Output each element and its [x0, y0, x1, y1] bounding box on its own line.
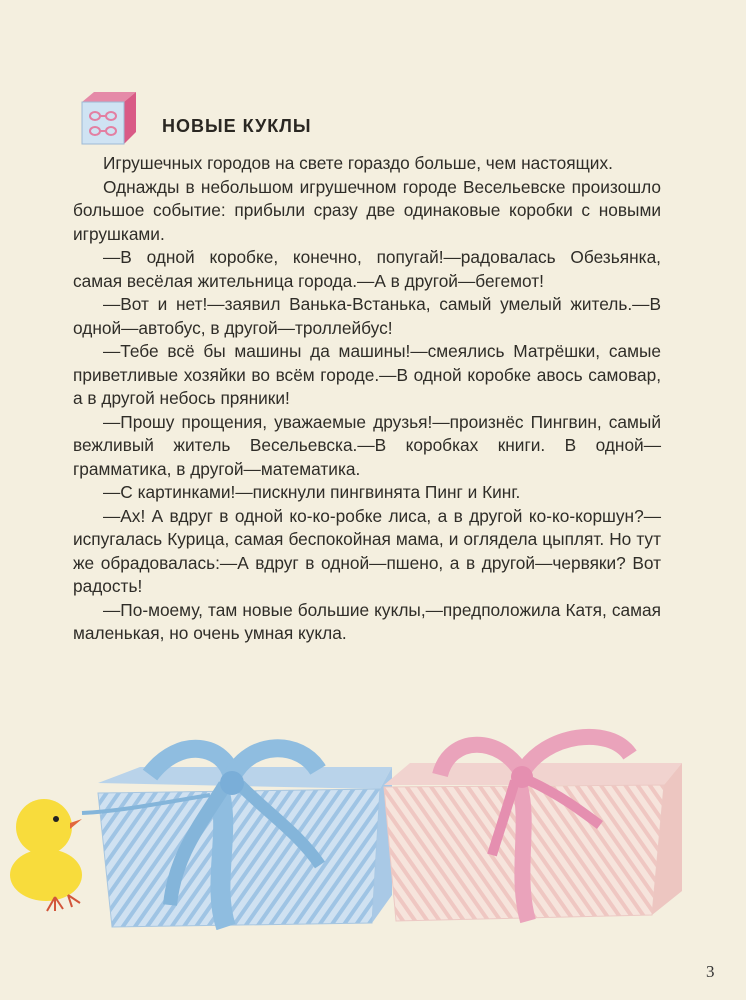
- chick-icon: [10, 799, 82, 911]
- paragraph: —С картинками!—пискнули пингвинята Пинг и Кинг.: [103, 482, 521, 502]
- page-number: 3: [706, 962, 715, 981]
- paragraph: Игрушечных городов на свете гораздо больше, чем настоящих.: [103, 153, 613, 173]
- gift-boxes-illustration: [0, 715, 700, 930]
- paragraph: —Прошу прощения, уважаемые друзья!—произнёс Пингвин, самый вежливый житель Весельевска.—В коробках книги. В одной—грамматика, в другой—математика.: [73, 411, 661, 479]
- toy-block-icon: [78, 88, 138, 148]
- story-text: [73, 152, 661, 646]
- paragraph: Однажды в небольшом игрушечном городе Весельевске произошло большое событие: прибыли сразу две одинаковые коробки с новыми игрушками.: [73, 176, 661, 244]
- paragraph: —Ах! А вдруг в одной ко-ко-робке лиса, а в другой ко-ко-коршун?—испугалась Курица, самая беспокойная мама, и оглядела цыплят. Но тут же обрадовалась:—А вдруг в одной—пшено, а в другой—червяки? Вот радость!: [73, 505, 661, 596]
- paragraph: —По-моему, там новые большие куклы,—предположила Катя, самая маленькая, но очень умная кукла.: [73, 599, 661, 643]
- blue-gift-box-icon: [82, 748, 392, 927]
- paragraph: —В одной коробке, конечно, попугай!—радовалась Обезьянка, самая весёлая жительница города.—А в другой—бегемот!: [73, 247, 661, 291]
- paragraph: —Вот и нет!—заявил Ванька-Встанька, самый умелый житель.—В одной—автобус, в другой—троллейбус!: [73, 294, 661, 338]
- pink-gift-box-icon: [384, 737, 682, 921]
- story-title: НОВЫЕ КУКЛЫ: [162, 116, 312, 136]
- paragraph: —Тебе всё бы машины да машины!—смеялись Матрёшки, самые приветливые хозяйки во всём городе.—В одной коробке авось самовар, а в другой небось пряники!: [73, 341, 661, 408]
